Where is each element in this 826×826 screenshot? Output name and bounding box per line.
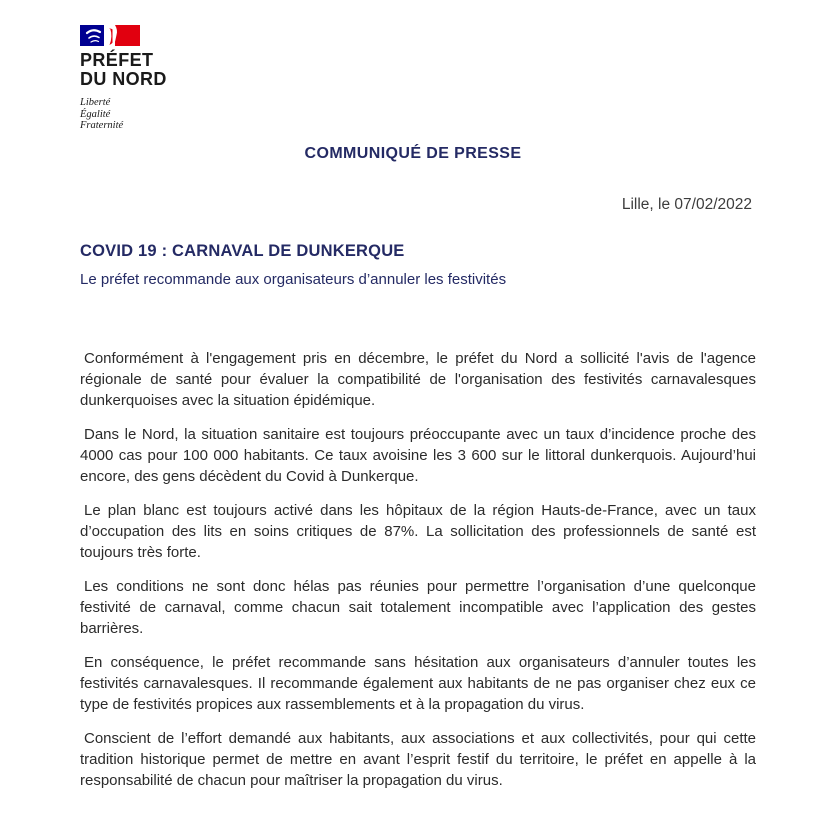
- body-paragraph: Conscient de l’effort demandé aux habitants, aux associations et aux collectivités, pour qui cette tradition historique permet de mettre en avant l’esprit festif du territoire, le préfet en appelle à la responsabilité de chacun pour maîtriser la propagation du virus.: [80, 730, 756, 789]
- body-paragraph: Les conditions ne sont donc hélas pas réunies pour permettre l’organisation d’une quelconque festivité de carnaval, comme chacun sait totalement incompatible avec l’application des gestes barrières.: [80, 578, 756, 637]
- motto-egalite: Égalité: [80, 108, 111, 120]
- release-body: [80, 348, 756, 804]
- body-paragraph: Dans le Nord, la situation sanitaire est toujours préoccupante avec un taux d’incidence proche des 4000 cas pour 100 000 habitants. Ce taux avoisine les 3 600 sur le littoral dunkerquois. Aujourd’hui encore, des gens décèdent du Covid à Dunkerque.: [80, 426, 756, 485]
- republic-motto: [80, 97, 167, 132]
- body-paragraph: Conformément à l'engagement pris en décembre, le préfet du Nord a sollicité l'avis de l'agence régionale de santé pour évaluer la compatibilité de l'organisation des festivités carnavalesques dunkerquoises avec la situation épidémique.: [80, 350, 756, 409]
- prefecture-name-line1: PRÉFET: [80, 50, 154, 70]
- release-title: COVID 19 : CARNAVAL DE DUNKERQUE: [80, 242, 405, 260]
- dateline: Lille, le 07/02/2022: [621, 196, 752, 213]
- document-type-heading: COMMUNIQUÉ DE PRESSE: [304, 145, 522, 162]
- french-flag-marianne-icon: [80, 25, 140, 46]
- prefecture-logo: [80, 25, 167, 132]
- prefecture-name-line2: DU NORD: [80, 69, 167, 89]
- body-paragraph: Le plan blanc est toujours activé dans les hôpitaux de la région Hauts-de-France, avec un taux d’occupation des lits en soins critiques de 87%. La sollicitation des professionnels de santé est toujours très forte.: [80, 502, 756, 561]
- body-paragraph: En conséquence, le préfet recommande sans hésitation aux organisateurs d’annuler toutes les festivités carnavalesques. Il recommande également aux habitants de ne pas organiser chez eux ce type de festivités propices aux rassemblements et à la propagation du virus.: [80, 654, 756, 713]
- release-subtitle: Le préfet recommande aux organisateurs d’annuler les festivités: [80, 271, 507, 288]
- motto-fraternite: Fraternité: [80, 120, 124, 131]
- motto-liberte: Liberté: [80, 97, 111, 108]
